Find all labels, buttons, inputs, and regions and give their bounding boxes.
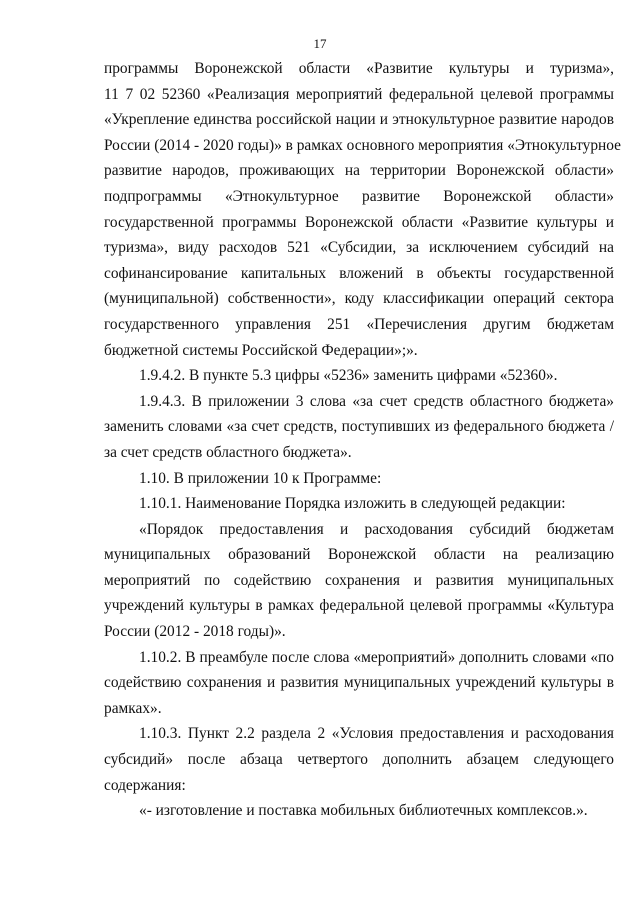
text-line: государственной программы Воронежской области «Развитие культуры и xyxy=(104,213,614,231)
text-line: «Порядок предоставления и расходования субсидий бюджетам xyxy=(139,520,614,538)
text-line: развитие народов, проживающих на территории Воронежской области» xyxy=(104,162,614,180)
text-line: 1.10.1. Наименование Порядка изложить в следующей редакции: xyxy=(139,495,566,513)
text-line: «- изготовление и поставка мобильных библиотечных комплексов.». xyxy=(139,802,588,820)
text-line: 1.9.4.2. В пункте 5.3 цифры «5236» заменить цифрами «52360». xyxy=(139,367,558,385)
text-line: бюджетной системы Российской Федерации»;». xyxy=(104,341,418,359)
text-line: 11 7 02 52360 «Реализация мероприятий федеральной целевой программы xyxy=(104,85,614,103)
text-line: софинансирование капитальных вложений в объекты государственной xyxy=(104,264,614,282)
text-line: 1.9.4.3. В приложении 3 слова «за счет средств областного бюджета» xyxy=(139,392,614,410)
text-line: заменить словами «за счет средств, поступивших из федерального бюджета / xyxy=(104,418,614,436)
text-line: (муниципальной) собственности», коду классификации операций сектора xyxy=(104,290,614,308)
text-line: мероприятий по содействию сохранения и развития муниципальных xyxy=(104,571,614,589)
text-line: учреждений культуры в рамках федеральной целевой программы «Культура xyxy=(104,597,614,615)
text-line: муниципальных образований Воронежской области на реализацию xyxy=(104,546,614,564)
document-body xyxy=(104,56,621,824)
text-line: России (2012 - 2018 годы)». xyxy=(104,623,286,641)
text-line: России (2014 - 2020 годы)» в рамках основного мероприятия «Этнокультурное xyxy=(104,136,621,154)
text-line: содержания: xyxy=(104,776,186,794)
text-line: подпрограммы «Этнокультурное развитие Воронежской области» xyxy=(104,187,614,205)
text-line: программы Воронежской области «Развитие культуры и туризма», xyxy=(104,60,614,77)
text-line: содействию сохранения и развития муниципальных учреждений культуры в xyxy=(104,674,614,692)
text-line: за счет средств областного бюджета». xyxy=(104,443,352,461)
text-line: субсидий» после абзаца четвертого дополнить абзацем следующего xyxy=(104,751,614,769)
text-line: «Укрепление единства российской нации и этнокультурное развитие народов xyxy=(104,111,614,129)
text-line: 1.10. В приложении 10 к Программе: xyxy=(139,469,382,487)
text-line: 1.10.3. Пункт 2.2 раздела 2 «Условия предоставления и расходования xyxy=(139,725,614,743)
text-line: 1.10.2. В преамбуле после слова «мероприятий» дополнить словами «по xyxy=(139,648,614,666)
page-number: 17 xyxy=(313,36,327,51)
text-line: рамках». xyxy=(104,699,162,717)
text-line: туризма», виду расходов 521 «Субсидии, за исключением субсидий на xyxy=(104,239,614,257)
text-line: государственного управления 251 «Перечисления другим бюджетам xyxy=(104,315,614,333)
